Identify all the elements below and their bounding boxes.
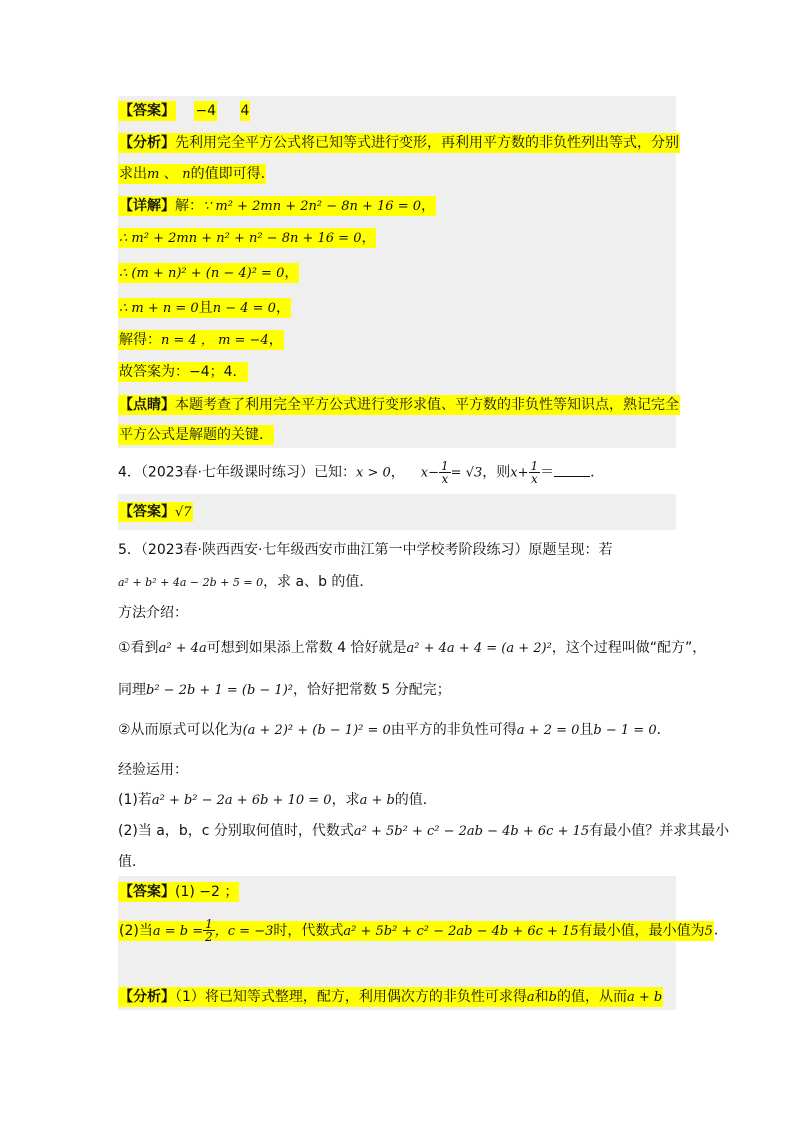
comment-line-2 <box>118 425 274 445</box>
comma: ， <box>361 230 376 246</box>
analysis-text: 的值，从而 <box>557 989 627 1005</box>
answer-line-q3 <box>118 101 250 121</box>
answer-label: 【答案】 <box>119 504 175 520</box>
original-equation: a² + b² + 4a − 2b + 5 = 0 <box>118 576 264 589</box>
sum-expression: a + b <box>627 990 663 1005</box>
period: ． <box>590 464 605 481</box>
answer-value: √7 <box>175 505 192 520</box>
detail-line-3 <box>118 263 299 284</box>
and-word: 和 <box>534 989 549 1005</box>
and-word: 且 <box>579 722 594 738</box>
experience-label: 经验运用： <box>118 762 188 778</box>
part-2 <box>118 821 729 842</box>
comment-text-1: 本题考查了利用完全平方公式进行变形求值、平方数的非负性等知识点，熟记完全 <box>175 397 679 413</box>
comment-line-1 <box>118 395 680 415</box>
step-expression: b² − 2b + 1 = (b − 1)² <box>146 683 293 698</box>
step-text: ②从而原式可以化为 <box>118 722 243 738</box>
question-number: 4． <box>118 464 141 481</box>
question-5-line-2 <box>118 572 373 593</box>
step-text: ，这个过程叫做“配方”， <box>551 640 707 656</box>
detail-eq-4a: ∴ m + n = 0 <box>119 301 199 316</box>
analysis-text-2b: 的值即可得. <box>190 166 266 182</box>
answer-label: 【答案】 <box>119 103 175 119</box>
step-expression: a + 2 = 0 <box>516 723 580 738</box>
equation-rhs: = √3 <box>450 465 483 481</box>
detail-line-2 <box>118 228 376 249</box>
analysis-label: 【分析】 <box>119 989 175 1005</box>
part-expression: a + b <box>359 793 395 808</box>
var-m: m <box>147 167 160 182</box>
then-word: ，则 <box>482 464 511 481</box>
step-text: ①看到 <box>118 640 159 656</box>
plus-sign: + <box>517 465 529 481</box>
comment-text-2: 平方公式是解题的关键． <box>119 427 273 443</box>
equals-sign: ＝ <box>540 464 555 481</box>
var-b: b <box>548 990 557 1005</box>
part-expression: a² + 5b² + c² − 2ab − 4b + 6c + 15 <box>353 824 590 839</box>
detail-eq-1: ∵ m² + 2mn + 2n² − 8n + 16 = 0 <box>203 199 422 214</box>
question-source: （2023春·陕西西安·七年级西安市曲江第一中学校考阶段练习） <box>140 542 529 558</box>
comma: ， <box>275 300 290 316</box>
var-n: n <box>182 167 191 182</box>
answer-text: 有最小值，最小值为 <box>578 922 705 939</box>
detail-intro: 解： <box>175 198 203 214</box>
method-heading <box>118 603 188 623</box>
detail-line-6 <box>118 362 248 382</box>
part-text: 值． <box>118 854 146 870</box>
detail-label: 【详解】 <box>119 198 175 214</box>
answer-text: 时，代数式 <box>273 922 344 939</box>
answer-label: 【答案】 <box>119 884 175 900</box>
fraction-1-over-x <box>529 460 541 485</box>
final-answer-text: 故答案为：−4；4． <box>119 364 247 380</box>
fraction-denominator: x <box>530 472 538 486</box>
answer-line-q5-1 <box>118 882 239 902</box>
answer-blank <box>554 462 590 477</box>
step-text: ，恰好把常数 5 分配完； <box>292 682 451 698</box>
answer-value-2: 4 <box>240 103 250 119</box>
var-x: x <box>510 465 518 481</box>
part-text: 有最小值？并求其最小 <box>589 823 730 839</box>
method-step-2 <box>118 720 671 741</box>
part-text: ，求 <box>331 792 360 808</box>
part-text: (2)当 a，b，c 分别取何值时，代数式 <box>118 823 354 839</box>
step-expression: a² + 4a + 4 = (a + 2)² <box>406 641 552 656</box>
analysis-q5 <box>118 987 663 1008</box>
answer-expression: a = b = <box>152 923 204 939</box>
method-label: 方法介绍： <box>118 605 188 621</box>
step-expression: a² + 4a <box>158 641 207 656</box>
part-expression: a² + b² − 2a + 6b + 10 = 0 <box>151 793 332 808</box>
var-a: a <box>526 990 535 1005</box>
comma: ， <box>268 332 283 348</box>
analysis-text-1: 先利用完全平方公式将已知等式进行变形，再利用平方数的非负性列出等式，分别 <box>175 135 679 151</box>
fraction-denominator: 2 <box>205 930 213 944</box>
comma: ， <box>284 265 299 281</box>
analysis-text-2a: 求出 <box>119 166 147 182</box>
answer-text: (2)当 <box>119 922 153 939</box>
fraction-1-over-x <box>439 460 451 485</box>
analysis-text: （1）将已知等式整理，配方，利用偶次方的非负性可求得 <box>175 989 527 1005</box>
step-expression: b − 1 = 0 <box>593 723 657 738</box>
detail-eq-5: n = 4 ， m = −4 <box>161 333 269 348</box>
question-source: （2023春·七年级课时练习） <box>140 464 315 481</box>
answer-line-q5-2 <box>118 918 728 943</box>
period: ． <box>656 722 671 738</box>
fraction-one-half <box>203 918 215 943</box>
detail-line-4 <box>118 298 291 319</box>
answer-part-1: (1) −2 ； <box>175 884 239 900</box>
fraction-numerator: 1 <box>205 917 213 931</box>
part-1 <box>118 790 437 811</box>
given-label: 已知： <box>314 464 357 481</box>
method-step-1b <box>118 680 451 701</box>
step-text: 可想到如果添上常数 4 恰好就是 <box>206 640 407 656</box>
method-step-1 <box>118 638 706 659</box>
detail-line-1 <box>118 196 436 217</box>
fraction-denominator: x <box>441 472 449 486</box>
step-text: 同理 <box>118 682 146 698</box>
var-x: x <box>420 465 429 481</box>
step-text: 由平方的非负性可得 <box>390 722 517 738</box>
answer-expression: a² + 5b² + c² − 2ab − 4b + 6c + 15 <box>343 923 579 939</box>
solve-label: 解得： <box>119 332 161 348</box>
period: ． <box>713 922 728 939</box>
question-number: 5． <box>118 542 141 558</box>
part-text: 的值． <box>394 792 437 808</box>
analysis-line-1 <box>118 133 680 153</box>
fraction-numerator: 1 <box>530 459 539 473</box>
question-intro: 原题呈现：若 <box>528 542 613 558</box>
answer-expression: ，c = −3 <box>214 923 274 939</box>
minimum-value: 5 <box>704 923 713 939</box>
comment-label: 【点睛】 <box>119 397 175 413</box>
answer-value-1: −4 <box>195 103 217 119</box>
experience-heading <box>118 760 188 780</box>
detail-eq-4b: n − 4 = 0 <box>212 301 276 316</box>
minus-sign: − <box>428 465 440 481</box>
question-5-line-1 <box>118 540 612 560</box>
solution-band-q4 <box>118 494 676 530</box>
separator: ， <box>390 464 405 481</box>
analysis-label: 【分析】 <box>119 135 175 151</box>
analysis-line-2 <box>118 164 266 185</box>
step-expression: (a + 2)² + (b − 1)² = 0 <box>242 723 391 738</box>
part-text: (1)若 <box>118 792 152 808</box>
comma: ， <box>421 198 436 214</box>
detail-eq-3: ∴ (m + n)² + (n − 4)² = 0 <box>119 266 285 281</box>
detail-line-5 <box>118 330 284 351</box>
detail-eq-2: ∴ m² + 2mn + n² + n² − 8n + 16 = 0 <box>119 231 362 246</box>
part-2-cont <box>118 852 146 872</box>
condition: x > 0 <box>356 465 391 481</box>
fraction-numerator: 1 <box>441 459 449 473</box>
and-word: 且 <box>198 300 213 316</box>
question-ask: ，求 a、b 的值． <box>263 574 374 590</box>
separator: 、 <box>163 166 178 182</box>
answer-line-q4 <box>118 502 193 523</box>
question-4 <box>118 460 604 485</box>
